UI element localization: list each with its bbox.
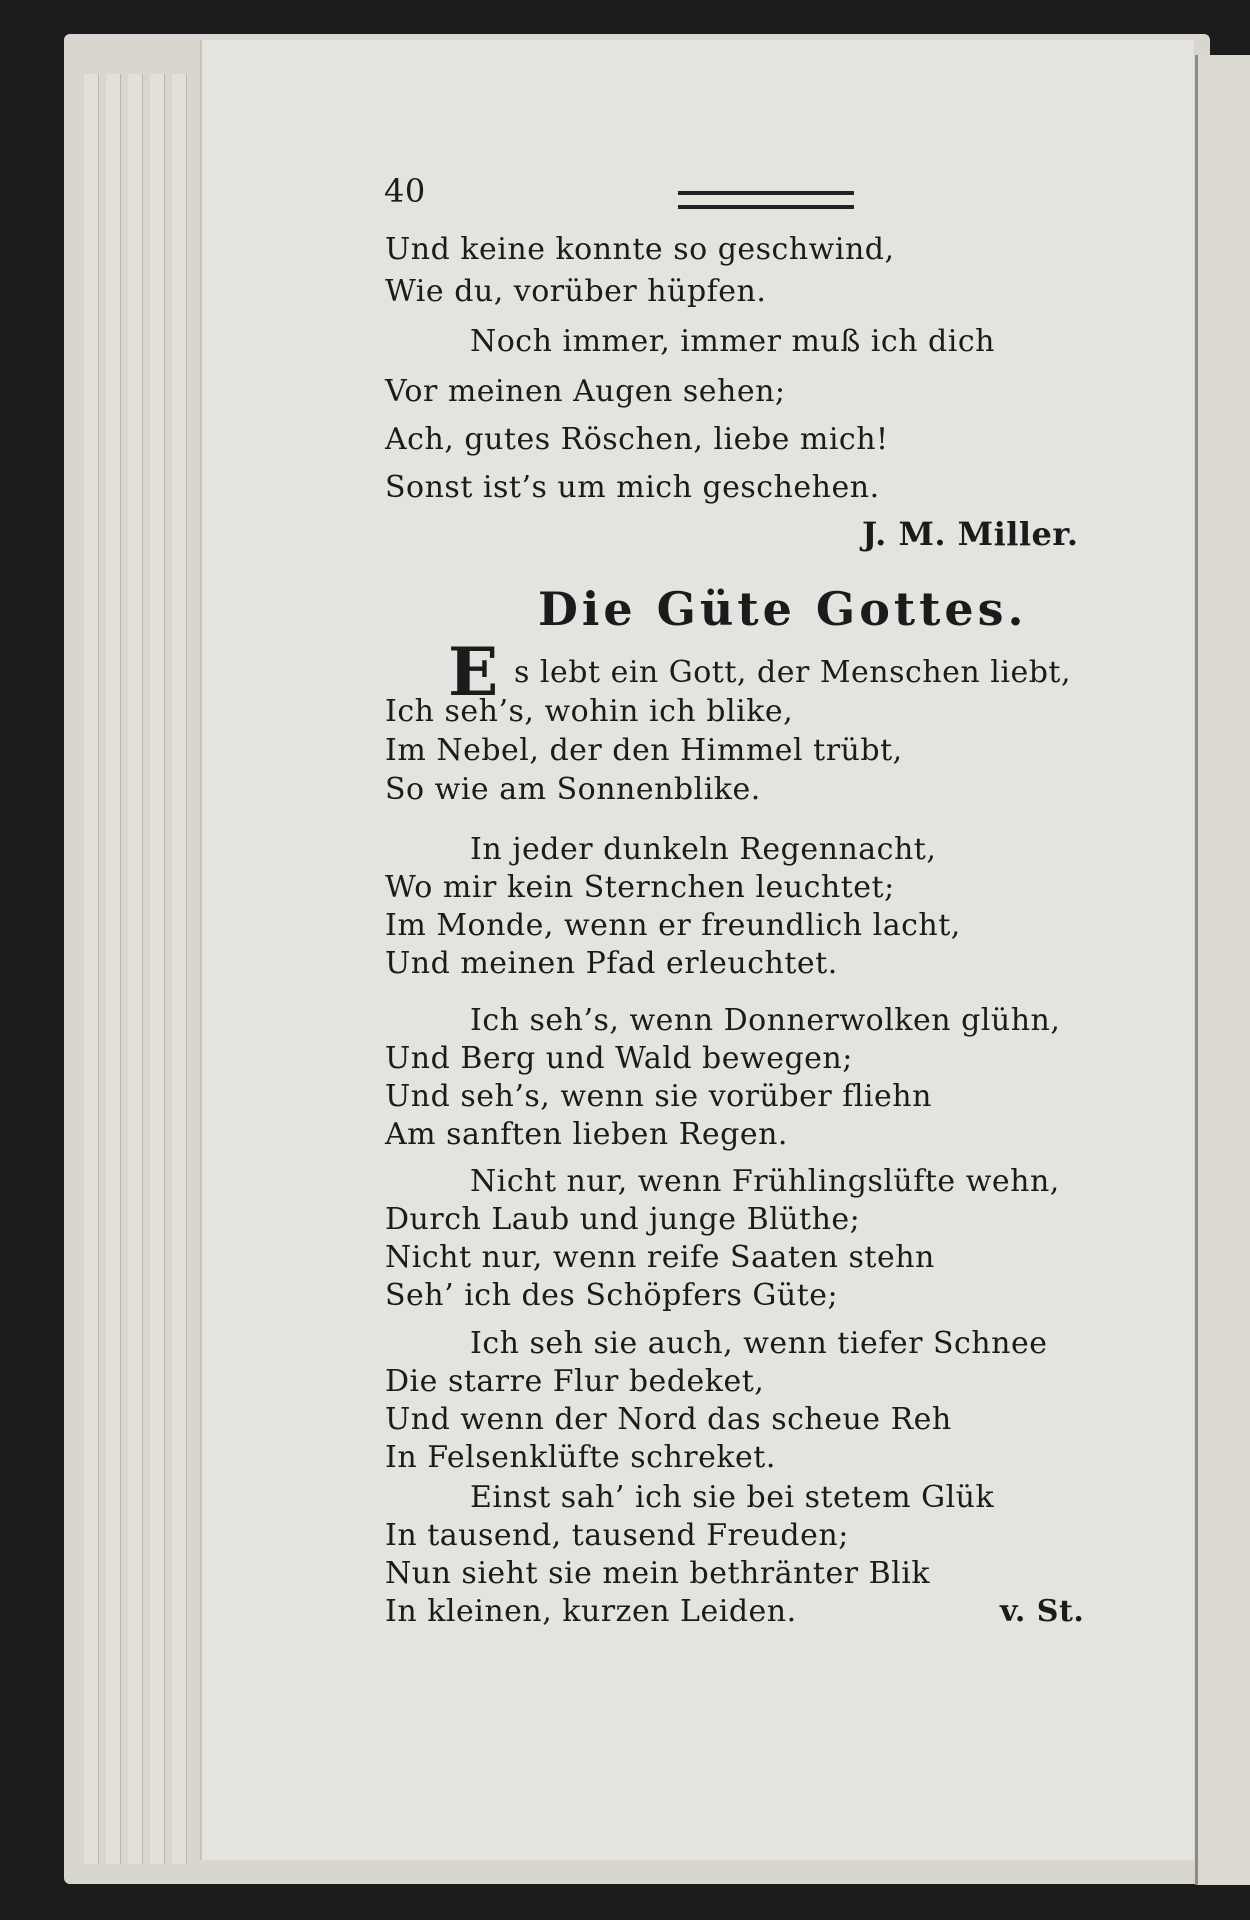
verse-line: Sonst ist’s um mich geschehen. xyxy=(385,470,880,505)
verse-line: Nicht nur, wenn Frühlingslüfte wehn, xyxy=(470,1164,1060,1199)
verse-line: Seh’ ich des Schöpfers Güte; xyxy=(385,1278,839,1313)
verse-line: Noch immer, immer muß ich dich xyxy=(470,324,995,359)
facing-page-edge xyxy=(1195,55,1250,1885)
verse-line: Ich seh sie auch, wenn tiefer Schnee xyxy=(470,1326,1048,1361)
verse-line: Nun sieht sie mein bethränter Blik xyxy=(385,1556,931,1591)
verse-line: s lebt ein Gott, der Menschen liebt, xyxy=(514,655,1071,690)
page-number: 40 xyxy=(384,172,426,210)
author-signature: v. St. xyxy=(1000,1594,1085,1629)
verse-line: Und meinen Pfad erleuchtet. xyxy=(385,946,838,981)
verse-line: In jeder dunkeln Regennacht, xyxy=(470,832,937,867)
verse-line: Ich seh’s, wohin ich blike, xyxy=(385,694,794,729)
verse-line: Ach, gutes Röschen, liebe mich! xyxy=(385,422,889,457)
drop-cap: E xyxy=(448,633,499,711)
author-signature: J. M. Miller. xyxy=(862,515,1079,553)
verse-line: Und Berg und Wald bewegen; xyxy=(385,1041,853,1076)
verse-line: Am sanften lieben Regen. xyxy=(385,1117,788,1152)
verse-line: Die starre Flur bedeket, xyxy=(385,1364,765,1399)
verse-line: Wie du, vorüber hüpfen. xyxy=(385,274,767,309)
verse-line: Wo mir kein Sternchen leuchtet; xyxy=(385,870,895,905)
verse-line: Einst sah’ ich sie bei stetem Glük xyxy=(470,1480,995,1515)
verse-line: Im Monde, wenn er freundlich lacht, xyxy=(385,908,961,943)
verse-line: In tausend, tausend Freuden; xyxy=(385,1518,849,1553)
poem-title: Die Güte Gottes. xyxy=(538,582,1028,636)
page-edge xyxy=(172,74,187,1864)
page-edge xyxy=(106,74,121,1864)
verse-line: In Felsenklüfte schreket. xyxy=(385,1440,776,1475)
verse-line: Durch Laub und junge Blüthe; xyxy=(385,1202,861,1237)
page-edge xyxy=(128,74,143,1864)
verse-line: Und keine konnte so geschwind, xyxy=(385,232,895,267)
verse-line: Und seh’s, wenn sie vorüber fliehn xyxy=(385,1079,932,1114)
page-edge xyxy=(150,74,165,1864)
verse-line: Ich seh’s, wenn Donnerwolken glühn, xyxy=(470,1003,1061,1038)
page-edge xyxy=(84,74,99,1864)
header-rule xyxy=(678,191,854,209)
verse-line: In kleinen, kurzen Leiden. xyxy=(385,1594,797,1629)
verse-line: So wie am Sonnenblike. xyxy=(385,772,761,807)
verse-line: Und wenn der Nord das scheue Reh xyxy=(385,1402,952,1437)
verse-line: Vor meinen Augen sehen; xyxy=(385,374,786,409)
verse-line: Im Nebel, der den Himmel trübt, xyxy=(385,733,903,768)
verse-line: Nicht nur, wenn reife Saaten stehn xyxy=(385,1240,935,1275)
